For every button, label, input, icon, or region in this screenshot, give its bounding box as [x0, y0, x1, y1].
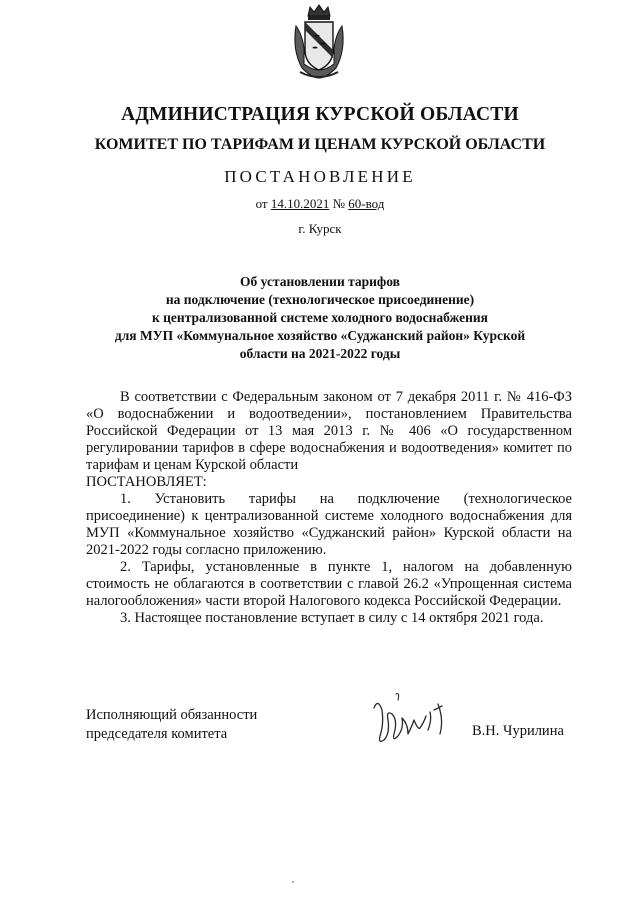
date-prefix: от [255, 196, 268, 211]
item-paragraph-3: 3. Настоящее постановление вступает в силу с 14 октября 2021 года. [120, 610, 544, 626]
document-reference [0, 196, 640, 212]
document-subject [80, 273, 560, 363]
position-line: председателя комитета [86, 726, 228, 742]
subject-line: на подключение (технологическое присоединение) [165, 292, 475, 307]
scan-speck [292, 881, 294, 883]
subject-line: области на 2021-2022 годы [239, 346, 401, 361]
signatory-position [86, 706, 257, 744]
handwritten-signature [368, 690, 454, 752]
preamble-paragraph: В соответствии с Федеральным законом от 7 декабря 2011 г. № 416-ФЗ «О водоснабжении и водоотведении», постановлением Правительства Российской Федерации от 13 мая 2013 г. № 406 «О государственном регулировании тарифов в сфере водоснабжения и водоотведения» комитет по тарифам и ценам Курской области [86, 389, 572, 473]
committee-title: КОМИТЕТ ПО ТАРИФАМ И ЦЕНАМ КУРСКОЙ ОБЛАСТИ [94, 136, 546, 153]
document-date: 14.10.2021 [270, 196, 330, 211]
signatory-name: В.Н. Чурилина [472, 723, 564, 739]
coat-of-arms-emblem [290, 2, 348, 80]
document-type: ПОСТАНОВЛЕНИЕ [224, 167, 416, 186]
subject-line: Об установлении тарифов [240, 274, 400, 289]
document-body [86, 389, 572, 627]
city-name: г. Курск [298, 221, 342, 236]
organization-title: АДМИНИСТРАЦИЯ КУРСКОЙ ОБЛАСТИ [121, 104, 519, 125]
number-prefix: № [332, 196, 346, 211]
position-line: Исполняющий обязанности [86, 707, 258, 723]
item-paragraph-2: 2. Тарифы, установленные в пункте 1, налогом на добавленную стоимость не облагаются в соответствии с главой 26.2 «Упрощенная система налогообложения» части второй Налогового кодекса Российской Федерации. [86, 559, 572, 609]
subject-line: к централизованной системе холодного водоснабжения [152, 310, 488, 325]
subject-line: для МУП «Коммунальное хозяйство «Суджанский район» Курской [114, 328, 526, 343]
document-number: 60-вод [348, 196, 385, 211]
item-paragraph-1: 1. Установить тарифы на подключение (технологическое присоединение) к централизованной системе холодного водоснабжения для МУП «Коммунальное хозяйство «Суджанский район» Курской области на 2021-2022 годы согласно приложению. [86, 491, 572, 558]
resolves-heading: ПОСТАНОВЛЯЕТ: [86, 474, 207, 490]
